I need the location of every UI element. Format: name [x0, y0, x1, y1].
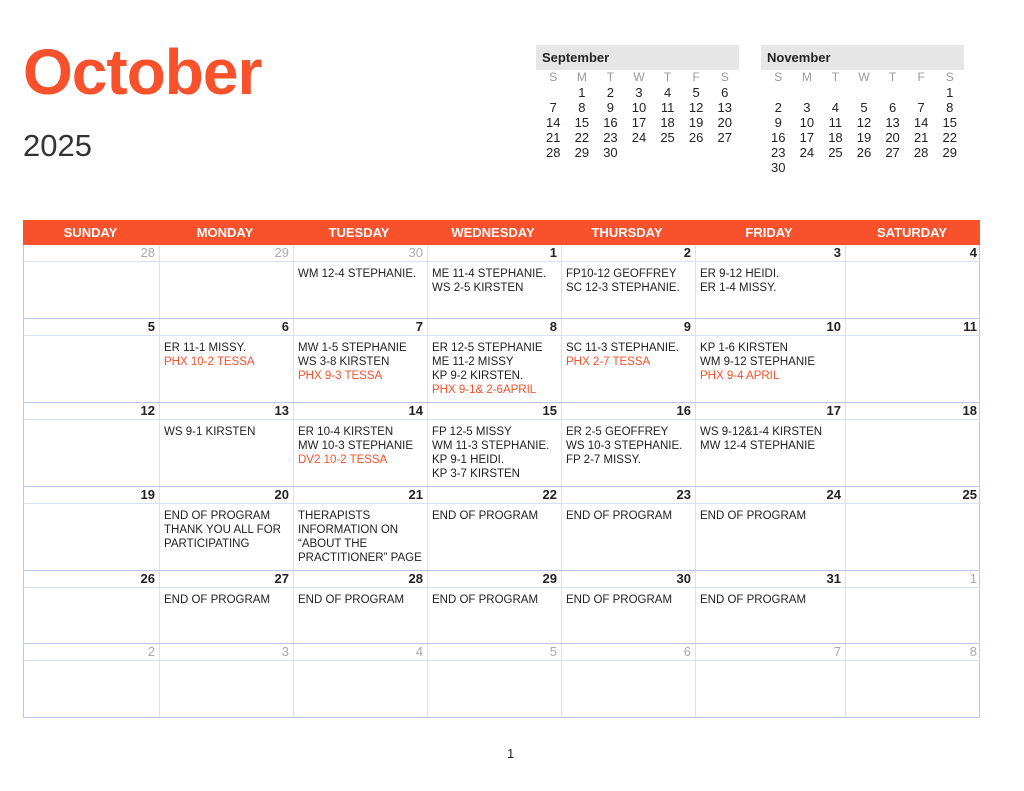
- event-entry[interactable]: KP 9-2 KIRSTEN.: [432, 370, 524, 382]
- mini-day: [907, 85, 936, 100]
- event-entry[interactable]: ER 9-12 HEIDI.: [700, 268, 780, 280]
- mini-day: 20: [885, 130, 900, 145]
- mini-day: 9: [606, 100, 615, 115]
- mini-day: [793, 160, 822, 175]
- event-list: [160, 336, 293, 369]
- mini-calendar-grid: [764, 70, 964, 175]
- event-entry[interactable]: END OF PROGRAM: [164, 510, 271, 522]
- mini-day: 18: [828, 130, 843, 145]
- day-cell[interactable]: [695, 319, 845, 402]
- event-entry[interactable]: WS 9-1 KIRSTEN: [164, 426, 256, 438]
- day-cell[interactable]: [24, 644, 159, 717]
- week-row: [24, 245, 979, 318]
- day-cell[interactable]: [159, 644, 293, 717]
- day-cell[interactable]: [427, 487, 561, 570]
- day-cell[interactable]: [845, 644, 981, 717]
- day-cell[interactable]: [561, 644, 695, 717]
- week-row: [24, 402, 979, 486]
- event-list: [846, 262, 981, 267]
- day-number: 22: [428, 487, 561, 504]
- event-list: [294, 588, 427, 607]
- mini-day: 1: [578, 85, 586, 100]
- day-number: 17: [696, 403, 845, 420]
- event-entry[interactable]: END OF PROGRAM: [566, 510, 673, 522]
- mini-day: 27: [885, 145, 900, 160]
- mini-day: 30: [603, 145, 618, 160]
- day-number: 19: [24, 487, 159, 504]
- day-number: 12: [24, 403, 159, 420]
- mini-day: [878, 85, 907, 100]
- day-cell[interactable]: [845, 487, 981, 570]
- mini-day: [878, 160, 907, 175]
- event-entry[interactable]: END OF PROGRAM: [298, 594, 405, 606]
- event-list: [294, 504, 427, 565]
- day-number: 9: [562, 319, 695, 336]
- event-list: [160, 262, 293, 267]
- mini-weekday-label: T: [606, 70, 615, 84]
- mini-day: [682, 145, 711, 160]
- mini-weekday-label: T: [888, 70, 897, 84]
- event-list: [696, 262, 845, 295]
- day-number: 13: [160, 403, 293, 420]
- day-number: 20: [160, 487, 293, 504]
- mini-weekday-label: S: [720, 70, 729, 84]
- mini-weekday-label: S: [945, 70, 954, 84]
- event-entry[interactable]: INFORMATION ON: [298, 524, 399, 536]
- mini-day: 14: [546, 115, 561, 130]
- mini-weekday-label: W: [633, 70, 645, 84]
- day-number: 3: [696, 245, 845, 262]
- event-entry[interactable]: MW 12-4 STEPHANIE: [700, 440, 816, 452]
- mini-day: [850, 160, 879, 175]
- mini-calendar-november: [761, 45, 964, 175]
- event-entry[interactable]: PHX 9-1& 2-6APRIL: [432, 384, 537, 396]
- mini-day: 17: [799, 130, 815, 145]
- day-number: 7: [696, 644, 845, 661]
- mini-day: 26: [856, 145, 872, 160]
- mini-day: [793, 85, 822, 100]
- mini-day: 4: [663, 85, 672, 100]
- event-list: [428, 262, 561, 295]
- day-number: 28: [24, 245, 159, 262]
- event-entry[interactable]: KP 3-7 KIRSTEN: [432, 468, 520, 480]
- week-row: [24, 643, 979, 717]
- mini-day: 18: [660, 115, 675, 130]
- event-entry[interactable]: MW 1-5 STEPHANIE: [298, 342, 407, 354]
- event-entry[interactable]: ER 12-5 STEPHANIE: [432, 342, 543, 354]
- mini-day: 26: [688, 130, 704, 145]
- day-cell[interactable]: [159, 403, 293, 486]
- event-entry[interactable]: WS 2-5 KIRSTEN: [432, 282, 524, 294]
- event-list: [294, 336, 427, 383]
- event-entry[interactable]: PHX 2-7 TESSA: [566, 356, 651, 368]
- event-list: [294, 661, 427, 666]
- mini-day: 21: [913, 130, 929, 145]
- mini-day: [539, 85, 568, 100]
- day-number: 6: [160, 319, 293, 336]
- mini-day: [764, 85, 793, 100]
- event-list: [24, 262, 159, 267]
- day-number: 5: [24, 319, 159, 336]
- event-list: [294, 262, 427, 281]
- event-entry[interactable]: PARTICIPATING: [164, 538, 250, 550]
- day-number: 15: [428, 403, 561, 420]
- mini-day: 29: [574, 145, 590, 160]
- day-number: 16: [562, 403, 695, 420]
- mini-day: 20: [717, 115, 732, 130]
- mini-day: [907, 160, 936, 175]
- weekday-thursday: THURSDAY: [591, 225, 663, 240]
- event-entry[interactable]: ER 11-1 MISSY.: [164, 342, 247, 354]
- event-list: [24, 661, 159, 666]
- event-entry[interactable]: KP 9-1 HEIDI.: [432, 454, 505, 466]
- mini-day: 21: [546, 130, 561, 145]
- day-cell[interactable]: [845, 571, 981, 643]
- mini-weekday-label: S: [549, 70, 558, 84]
- event-entry[interactable]: WM 12-4 STEPHANIE.: [298, 268, 417, 280]
- mini-day: 7: [917, 100, 925, 115]
- day-number: 14: [294, 403, 427, 420]
- mini-calendar-september: [536, 45, 739, 160]
- day-cell[interactable]: [24, 245, 159, 318]
- mini-day: 22: [942, 130, 957, 145]
- event-list: [696, 420, 845, 453]
- mini-day: 4: [831, 100, 840, 115]
- event-list: [160, 420, 293, 439]
- mini-day: 17: [631, 115, 647, 130]
- day-cell[interactable]: [845, 245, 981, 318]
- day-number: 8: [428, 319, 561, 336]
- day-number: 2: [562, 245, 695, 262]
- day-cell[interactable]: [293, 571, 427, 643]
- mini-day: 24: [631, 130, 647, 145]
- mini-day: 24: [799, 145, 815, 160]
- weekday-header: [23, 220, 980, 245]
- day-number: 3: [160, 644, 293, 661]
- event-list: [562, 504, 695, 523]
- event-entry[interactable]: ER 10-4 KIRSTEN: [298, 426, 394, 438]
- day-number: 21: [294, 487, 427, 504]
- mini-day: 9: [774, 115, 782, 130]
- event-entry[interactable]: THANK YOU ALL FOR: [164, 524, 281, 536]
- event-list: [428, 588, 561, 607]
- mini-day: 19: [856, 130, 872, 145]
- event-entry[interactable]: FP10-12 GEOFFREY: [566, 268, 677, 280]
- mini-day: 28: [913, 145, 929, 160]
- mini-day: 23: [771, 145, 786, 160]
- day-cell[interactable]: [293, 644, 427, 717]
- day-cell[interactable]: [427, 245, 561, 318]
- mini-day: 3: [803, 100, 811, 115]
- day-number: 23: [562, 487, 695, 504]
- mini-day: 7: [549, 100, 557, 115]
- event-entry[interactable]: WS 3-8 KIRSTEN: [298, 356, 390, 368]
- mini-day: 3: [635, 85, 643, 100]
- event-list: [846, 504, 981, 509]
- mini-day: 22: [574, 130, 590, 145]
- event-entry[interactable]: END OF PROGRAM: [432, 594, 539, 606]
- day-number: 1: [846, 571, 981, 588]
- mini-day: 8: [946, 100, 954, 115]
- event-list: [428, 504, 561, 523]
- day-number: 30: [562, 571, 695, 588]
- mini-day: 16: [771, 130, 786, 145]
- mini-day: 15: [574, 115, 590, 130]
- day-cell[interactable]: [159, 571, 293, 643]
- event-entry[interactable]: ER 2-5 GEOFFREY: [566, 426, 669, 438]
- day-cell[interactable]: [561, 487, 695, 570]
- event-list: [562, 420, 695, 467]
- event-list: [24, 588, 159, 593]
- mini-calendar-title: September: [536, 45, 739, 70]
- day-cell[interactable]: [695, 403, 845, 486]
- day-cell[interactable]: [845, 319, 981, 402]
- day-cell[interactable]: [293, 245, 427, 318]
- mini-day: 10: [799, 115, 815, 130]
- event-entry[interactable]: END OF PROGRAM: [700, 510, 807, 522]
- event-list: [160, 661, 293, 666]
- day-cell[interactable]: [159, 245, 293, 318]
- day-cell[interactable]: [845, 403, 981, 486]
- mini-weekday-label: F: [917, 70, 925, 84]
- event-list: [428, 661, 561, 666]
- event-entry[interactable]: END OF PROGRAM: [700, 594, 807, 606]
- mini-day: 5: [860, 100, 868, 115]
- event-list: [160, 588, 293, 607]
- event-entry[interactable]: END OF PROGRAM: [566, 594, 673, 606]
- event-entry[interactable]: PRACTITIONER” PAGE: [298, 552, 422, 564]
- day-number: 29: [428, 571, 561, 588]
- day-cell[interactable]: [427, 403, 561, 486]
- weekday-monday: MONDAY: [196, 225, 254, 240]
- mini-day: [850, 85, 879, 100]
- week-row: [24, 318, 979, 402]
- mini-day: 12: [688, 100, 704, 115]
- weekday-wednesday: WEDNESDAY: [451, 225, 535, 240]
- day-number: 30: [294, 245, 427, 262]
- mini-day: 15: [942, 115, 957, 130]
- mini-day: 8: [578, 100, 586, 115]
- day-cell[interactable]: [24, 319, 159, 402]
- event-entry[interactable]: MW 10-3 STEPHANIE: [298, 440, 414, 452]
- mini-weekday-label: S: [774, 70, 783, 84]
- mini-day: 2: [774, 100, 782, 115]
- mini-day: [653, 145, 682, 160]
- mini-day: [935, 160, 964, 175]
- event-entry[interactable]: WM 11-3 STEPHANIE.: [432, 440, 550, 452]
- event-list: [428, 336, 561, 397]
- event-entry[interactable]: ME 11-2 MISSY: [432, 356, 514, 368]
- day-number: 29: [160, 245, 293, 262]
- day-cell[interactable]: [561, 245, 695, 318]
- mini-day: 1: [946, 85, 954, 100]
- mini-weekday-label: W: [858, 70, 870, 84]
- day-number: 4: [846, 245, 981, 262]
- day-number: 5: [428, 644, 561, 661]
- weekday-friday: FRIDAY: [745, 225, 793, 240]
- mini-day: 11: [828, 115, 843, 130]
- day-number: 27: [160, 571, 293, 588]
- mini-day: [625, 145, 654, 160]
- event-list: [562, 588, 695, 607]
- mini-day: 14: [913, 115, 929, 130]
- event-list: [24, 336, 159, 341]
- event-list: [562, 661, 695, 666]
- day-cell[interactable]: [427, 319, 561, 402]
- calendar-weeks: [23, 245, 980, 718]
- event-list: [696, 336, 845, 383]
- event-list: [294, 420, 427, 467]
- page-number: 1: [507, 746, 515, 761]
- event-entry[interactable]: WS 9-12&1-4 KIRSTEN: [700, 426, 823, 438]
- month-calendar: [23, 220, 980, 718]
- day-cell[interactable]: [695, 571, 845, 643]
- mini-day: [821, 85, 850, 100]
- event-entry[interactable]: FP 12-5 MISSY: [432, 426, 512, 438]
- mini-day: 25: [828, 145, 843, 160]
- day-number: 7: [294, 319, 427, 336]
- day-cell[interactable]: [561, 403, 695, 486]
- event-entry[interactable]: THERAPISTS: [298, 510, 371, 522]
- day-number: 18: [846, 403, 981, 420]
- event-list: [160, 504, 293, 551]
- event-entry[interactable]: “ABOUT THE: [298, 538, 368, 550]
- event-entry[interactable]: ER 1-4 MISSY.: [700, 282, 777, 294]
- day-number: 24: [696, 487, 845, 504]
- mini-day: 27: [717, 130, 732, 145]
- event-list: [846, 336, 981, 341]
- day-cell[interactable]: [695, 487, 845, 570]
- event-list: [696, 588, 845, 607]
- event-entry[interactable]: PHX 9-4 APRIL: [700, 370, 780, 382]
- day-number: 6: [562, 644, 695, 661]
- mini-day: 30: [771, 160, 786, 175]
- day-cell[interactable]: [293, 319, 427, 402]
- event-entry[interactable]: END OF PROGRAM: [432, 510, 539, 522]
- mini-day: 6: [721, 85, 729, 100]
- event-entry[interactable]: PHX 10-2 TESSA: [164, 356, 255, 368]
- day-cell[interactable]: [561, 319, 695, 402]
- mini-day: 12: [856, 115, 872, 130]
- mini-weekday-label: M: [801, 70, 812, 84]
- day-cell[interactable]: [427, 644, 561, 717]
- mini-day: 6: [888, 100, 897, 115]
- day-number: 2: [24, 644, 159, 661]
- day-cell[interactable]: [24, 571, 159, 643]
- mini-weekday-label: F: [692, 70, 700, 84]
- month-title: October: [23, 36, 262, 108]
- mini-day: [821, 160, 850, 175]
- mini-day: 13: [885, 115, 900, 130]
- event-entry[interactable]: KP 1-6 KIRSTEN: [700, 342, 788, 354]
- mini-day: 5: [692, 85, 700, 100]
- event-list: [562, 336, 695, 369]
- weekday-sunday: SUNDAY: [63, 225, 118, 240]
- event-entry[interactable]: ME 11-4 STEPHANIE.: [432, 268, 547, 280]
- event-entry[interactable]: SC 12-3 STEPHANIE.: [566, 282, 680, 294]
- mini-calendar-title: November: [761, 45, 964, 70]
- day-number: 1: [428, 245, 561, 262]
- day-number: 8: [846, 644, 981, 661]
- event-entry[interactable]: FP 2-7 MISSY.: [566, 454, 641, 466]
- event-list: [24, 504, 159, 509]
- event-list: [846, 420, 981, 425]
- day-cell[interactable]: [695, 644, 845, 717]
- mini-weekday-label: T: [831, 70, 840, 84]
- mini-day: 10: [631, 100, 647, 115]
- day-cell[interactable]: [695, 245, 845, 318]
- week-row: [24, 486, 979, 570]
- mini-day: 13: [717, 100, 732, 115]
- event-list: [428, 420, 561, 481]
- day-number: 26: [24, 571, 159, 588]
- mini-day: [710, 145, 739, 160]
- day-cell[interactable]: [24, 487, 159, 570]
- mini-day: 29: [942, 145, 957, 160]
- event-entry[interactable]: PHX 9-3 TESSA: [298, 370, 383, 382]
- day-cell[interactable]: [159, 319, 293, 402]
- day-cell[interactable]: [293, 403, 427, 486]
- event-entry[interactable]: SC 11-3 STEPHANIE.: [566, 342, 679, 354]
- day-number: 31: [696, 571, 845, 588]
- weekday-tuesday: TUESDAY: [328, 225, 390, 240]
- day-number: 11: [846, 319, 981, 336]
- event-entry[interactable]: WS 10-3 STEPHANIE.: [566, 440, 683, 452]
- mini-calendar-grid: [539, 70, 739, 160]
- weekday-saturday: SATURDAY: [876, 225, 948, 240]
- mini-day: 2: [606, 85, 615, 100]
- day-cell[interactable]: [24, 403, 159, 486]
- year-label: 2025: [23, 128, 92, 163]
- event-list: [562, 262, 695, 295]
- event-entry[interactable]: END OF PROGRAM: [164, 594, 271, 606]
- day-number: 10: [696, 319, 845, 336]
- event-list: [696, 504, 845, 523]
- mini-weekday-label: T: [663, 70, 672, 84]
- day-cell[interactable]: [561, 571, 695, 643]
- event-entry[interactable]: DV2 10-2 TESSA: [298, 454, 388, 466]
- day-cell[interactable]: [293, 487, 427, 570]
- week-row: [24, 570, 979, 643]
- day-cell[interactable]: [159, 487, 293, 570]
- mini-day: 16: [603, 115, 618, 130]
- event-list: [846, 588, 981, 593]
- event-entry[interactable]: WM 9-12 STEPHANIE: [700, 356, 816, 368]
- mini-day: 25: [660, 130, 675, 145]
- mini-day: 23: [603, 130, 618, 145]
- day-number: 28: [294, 571, 427, 588]
- day-number: 25: [846, 487, 981, 504]
- event-list: [846, 661, 981, 666]
- mini-day: 19: [688, 115, 704, 130]
- event-list: [696, 661, 845, 666]
- mini-day: 11: [660, 100, 675, 115]
- day-cell[interactable]: [427, 571, 561, 643]
- mini-weekday-label: M: [576, 70, 587, 84]
- day-number: 4: [294, 644, 427, 661]
- mini-day: 28: [546, 145, 561, 160]
- event-list: [24, 420, 159, 425]
